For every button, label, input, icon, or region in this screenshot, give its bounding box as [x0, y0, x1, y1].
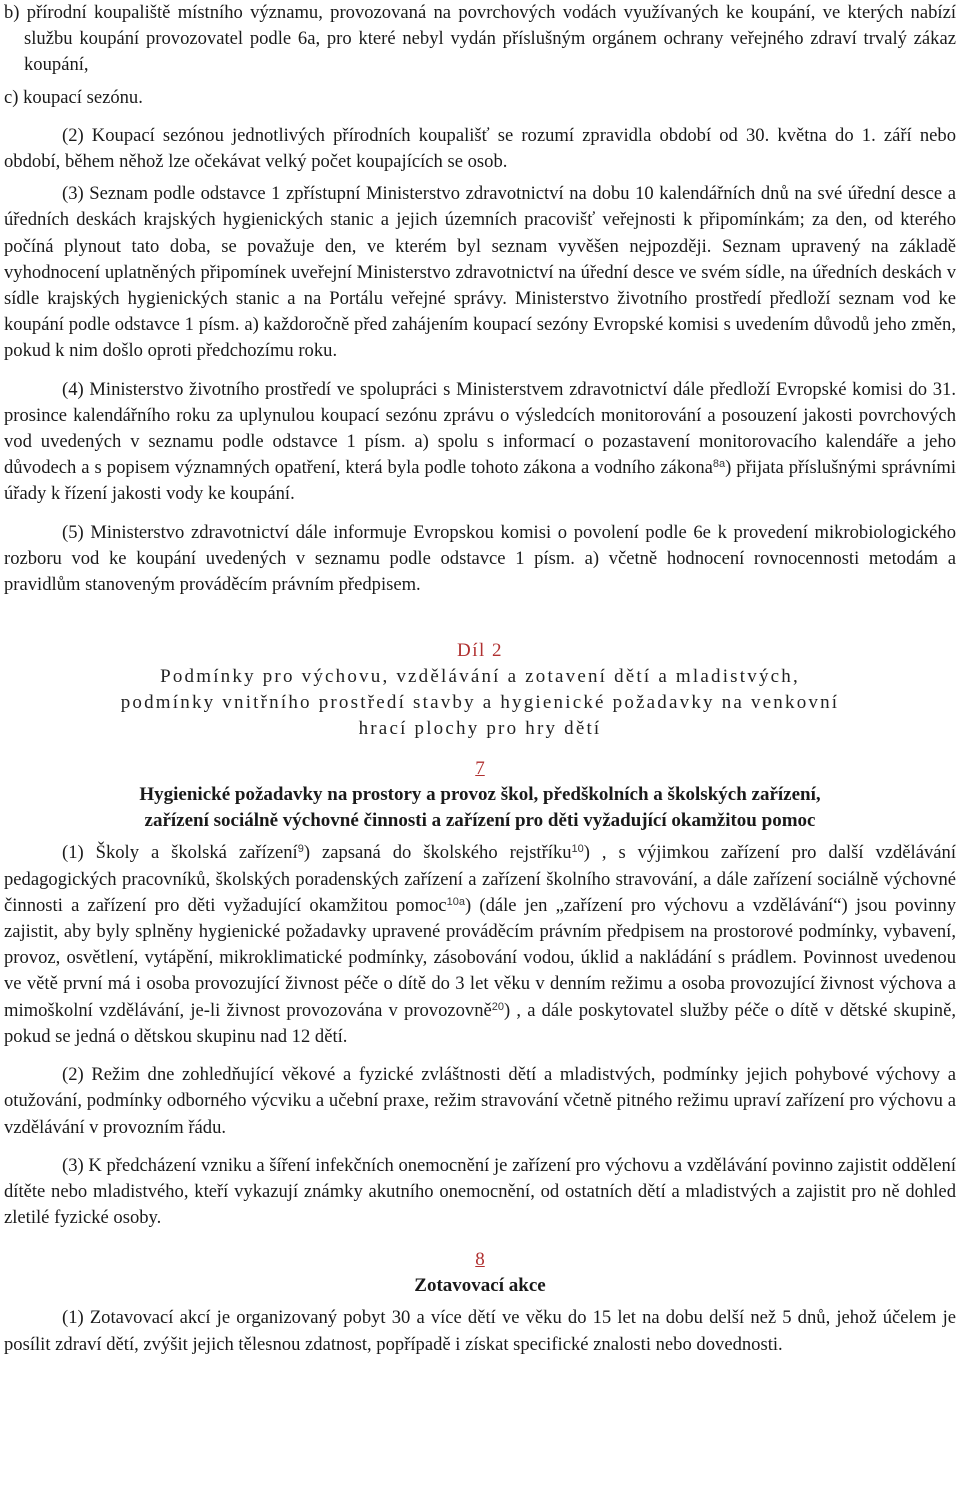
paragraph-2: (2) Koupací sezónou jednotlivých přírodních koupališť se rozumí zpravidla období od 30. května do 1. září nebo období, během něhož lze očekávat velký počet koupajících se osob.: [4, 124, 956, 173]
s7p1-text-b: ) zapsaná do školského rejstříku: [303, 842, 572, 864]
s7p1-text-e: ) , a dále poskytovatel služby péče o dítě v dětské skupině, pokud se jedná o dětskou skupinu nad 12 dětí.: [4, 999, 956, 1047]
s7p1-text-a: (1) Školy a školská zařízení: [62, 842, 298, 864]
paragraph-3: (3) Seznam podle odstavce 1 zpřístupní Ministerstvo zdravotnictví na dobu 10 kalendářních dnů na své úřední desce a úředních deskách krajských hygienických stanic a jejich územních pracovišť veřejnosti k připomínkám; za den, od kterého počíná plynout tato doba, se považuje den, ve kterém byl seznam vyvěšen nejpozději. Seznam upravený na základě vyhodnocení uplatněných připomínek uveřejní Ministerstvo zdravotnictví na úřední desce ve svém sídle, na úředních deskách v sídle krajských hygienických stanic a na Portálu veřejné správy. Ministerstvo životního prostředí předloží seznam vod ke koupání podle odstavce 1 písm. a) každoročně před zahájením koupací sezóny Evropské komisi s uvedením důvodů jeho změn, pokud k nim došlo oproti předchozímu roku.: [4, 183, 956, 362]
section-8-paragraph-1: (1) Zotavovací akcí je organizovaný pobyt 30 a více dětí ve věku do 15 let na dobu delší než 5 dnů, jehož účelem je posílit zdraví dětí, zvýšit jejich tělesnou zdatnost, popřípadě i získat specifické znalosti nebo dovednosti.: [4, 1307, 956, 1355]
section-7-paragraph-3: (3) K předcházení vzniku a šíření infekčních onemocnění je zařízení pro výchovu a vzdělávání povinno zajistit oddělení dítěte nebo mladistvého, kteří vykazují známky akutního onemocnění, od ostatních dětí a mladistvých a zajistit pro ně dohled zletilé fyzické osoby.: [4, 1154, 956, 1229]
section-7-paragraph-1: [4, 840, 956, 1050]
section-8-title: Zotavovací akce: [414, 1275, 546, 1297]
footnote-ref-10[interactable]: 10: [571, 843, 584, 856]
section-7-title-line-2: zařízení sociálně výchovné činnosti a zařízení pro děti vyžadující okamžitou pomoc: [144, 810, 816, 832]
paragraph-4-text-a: (4) Ministerstvo životního prostředí ve spolupráci s Ministerstvem zdravotnictví dále předloží Evropské komisi do 31. prosince kalendářního roku za uplynulou koupací sezónu zprávu o výsledcích monitorování a posouzení jakosti povrchových vod uvedených v seznamu podle odstavce 1 písm. a) spolu s informací o pozastavení monitorovacího kalendáře a jeho důvodech a s popisem významných opatření, která byla podle tohoto zákona a vodního zákona: [4, 378, 956, 479]
footnote-ref-8a[interactable]: 8a: [712, 458, 726, 471]
footnote-ref-20[interactable]: 20: [491, 1000, 505, 1013]
section-7-paragraph-2: (2) Režim dne zohledňující věkové a fyzické zvláštnosti dětí a mladistvých, podmínky jejich pohybové výchovy a otužování, podmínky odborného výcviku a učební praxe, režim stravování včetně pitného režimu upraví zařízení pro výchovu a vzdělávání v provozním řádu.: [4, 1064, 956, 1138]
paragraph-5: (5) Ministerstvo zdravotnictví dále informuje Evropskou komisi o povolení podle 6e k provedení mikrobiologického rozboru vod ke koupání uvedených v seznamu podle odstavce 1 písm. a) včetně hodnocení rovnocennosti metodám a pravidlům stanoveným prováděcím právním předpisem.: [4, 521, 956, 596]
section-8-sign[interactable]: [4, 1247, 956, 1273]
paragraph-4-text-b: ) přijata příslušnými správními úřady k řízení jakosti vody ke koupání.: [4, 457, 956, 505]
section-7-title-line-1: Hygienické požadavky na prostory a provoz škol, předškolních a školských zařízení,: [139, 784, 821, 806]
part-label: Díl 2: [456, 640, 504, 662]
part-title-line-3: hrací plochy pro hry dětí: [358, 718, 602, 740]
footnote-ref-9[interactable]: 9: [297, 843, 304, 856]
section-7-sign-text[interactable]: 7: [475, 758, 485, 780]
section-7-sign[interactable]: [4, 756, 956, 782]
footnote-ref-10a[interactable]: 10a: [446, 895, 465, 908]
s7p1-text-d: ) (dále jen „zařízení pro výchovu a vzdělávání“) jsou povinny zajistit, aby byly splněny hygienické požadavky upravené prováděcím právním předpisem na prostorové podmínky, vybavení, provoz, osvětlení, vytápění, mikroklimatické podmínky, zásobování vodou, úklid a nakládání s prádlem. Povinnost uvedenou ve větě první má i osoba provozující živnost péče o dítě do 3 let věku v denním režimu a osoba provozující živnost výchova a mimoškolní vzdělávání, je-li živnost provozována v provozovně: [4, 894, 956, 1021]
part-title-line-2: podmínky vnitřního prostředí stavby a hygienické požadavky na venkovní: [120, 692, 840, 714]
list-item-c: c) koupací sezónu.: [4, 86, 143, 108]
s7p1-text-c: ) , s výjimkou zařízení pro další vzdělávání pedagogických pracovníků, školských poradenských zařízení a zařízení školního stravování, a dále zařízení sociálně výchovné činnosti a zařízení pro děti vyžadující okamžitou pomoc: [4, 842, 956, 916]
paragraph-4: [4, 377, 956, 508]
section-8-sign-text[interactable]: 8: [475, 1249, 485, 1271]
list-item-b: b) přírodní koupaliště místního významu, provozovaná na povrchových vodách využívaných ke koupání, ve kterých nabízí službu koupání provozovatel podle 6a, pro které nebyl vydán příslušným orgánem ochrany veřejného zdraví trvalý zákaz koupání,: [4, 2, 956, 76]
part-title-line-1: Podmínky pro výchovu, vzdělávání a zotavení dětí a mladistvých,: [160, 666, 800, 688]
